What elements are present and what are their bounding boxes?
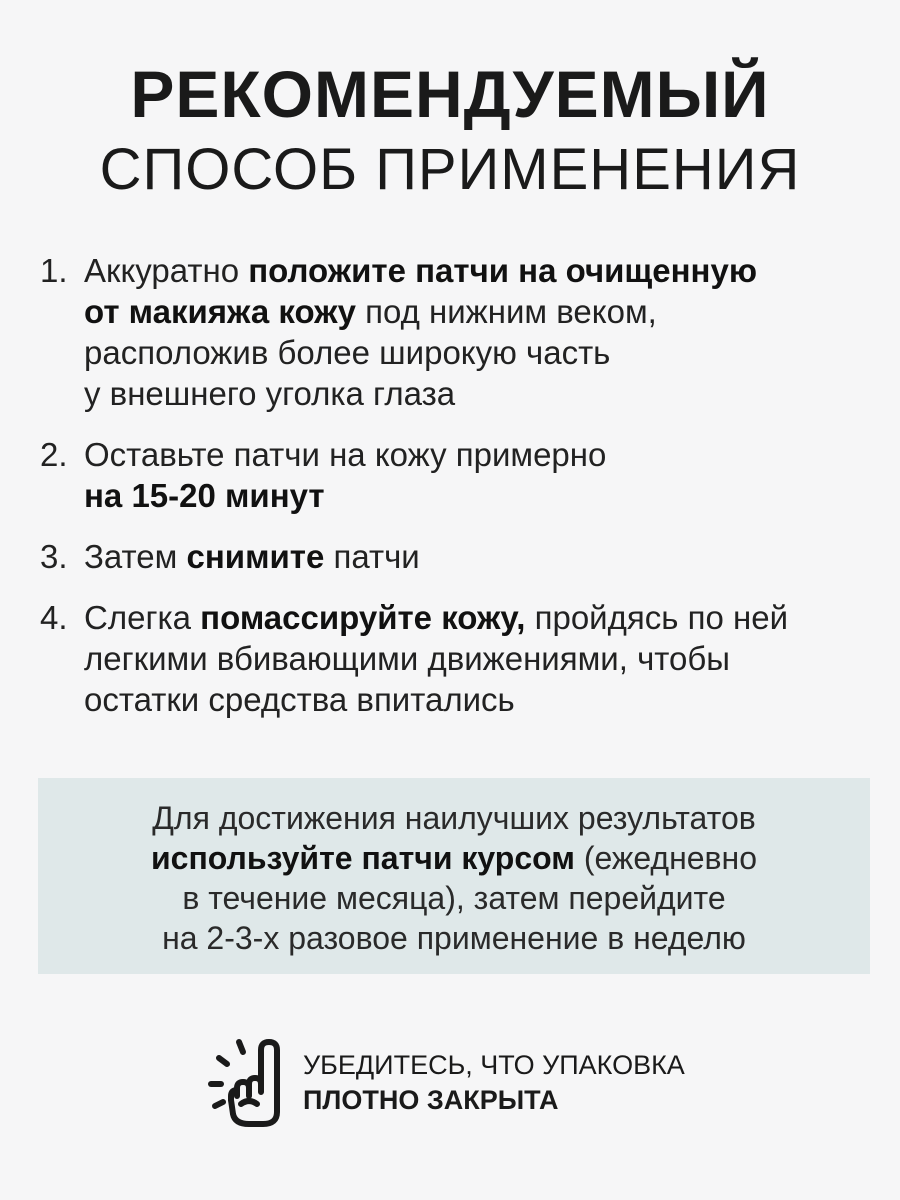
step-number: 4. — [40, 599, 68, 636]
emphasis-text: на 15-20 минут — [84, 477, 325, 514]
page-subtitle: СПОСОБ ПРИМЕНЕНИЯ — [99, 137, 801, 202]
body-text: на 2-3-х разовое применение в неделю — [162, 920, 746, 956]
step-number: 2. — [40, 436, 68, 473]
body-text: легкими вбивающими движениями, чтобы — [84, 640, 730, 677]
step-text — [84, 434, 880, 516]
body-text: (ежедневно — [574, 840, 758, 876]
body-text: под нижним веком, — [355, 293, 657, 330]
step-number: 3. — [40, 538, 68, 575]
body-text: расположив более широкую часть — [84, 334, 611, 371]
tip-text — [38, 798, 870, 958]
step-item — [40, 536, 880, 577]
emphasis-text: помассируйте кожу, — [200, 599, 526, 636]
emphasis-text: снимите — [186, 538, 325, 575]
step-item — [40, 250, 880, 414]
step-text — [84, 250, 880, 414]
body-text: пройдясь по ней — [525, 599, 789, 636]
package-notice — [205, 1030, 725, 1130]
tip-box — [38, 778, 870, 974]
emphasis-text: от макияжа кожу — [84, 293, 356, 330]
step-text — [84, 597, 880, 720]
body-text: в течение месяца), затем перейдите — [182, 880, 726, 916]
body-text: Слегка — [84, 599, 201, 636]
body-text: остатки средства впитались — [84, 681, 515, 718]
step-item — [40, 434, 880, 516]
body-text: Аккуратно — [84, 252, 249, 289]
notice-line2: ПЛОТНО ЗАКРЫТА — [303, 1085, 559, 1115]
body-text: Для достижения наилучших результатов — [152, 800, 756, 836]
step-item — [40, 597, 880, 720]
body-text: патчи — [324, 538, 420, 575]
step-number: 1. — [40, 252, 68, 289]
notice-line1: УБЕДИТЕСЬ, ЧТО УПАКОВКА — [303, 1050, 685, 1080]
emphasis-text: используйте патчи курсом — [150, 840, 575, 876]
emphasis-text: положите патчи на очищенную — [248, 252, 758, 289]
body-text: у внешнего уголка глаза — [84, 375, 456, 412]
page-title: РЕКОМЕНДУЕМЫЙ — [130, 57, 770, 131]
steps-list — [40, 250, 880, 740]
body-text: Оставьте патчи на кожу примерно — [84, 436, 607, 473]
body-text: Затем — [84, 538, 187, 575]
step-text — [84, 536, 880, 577]
hand-pointing-up-icon — [205, 1030, 295, 1130]
notice-text — [303, 1048, 685, 1118]
